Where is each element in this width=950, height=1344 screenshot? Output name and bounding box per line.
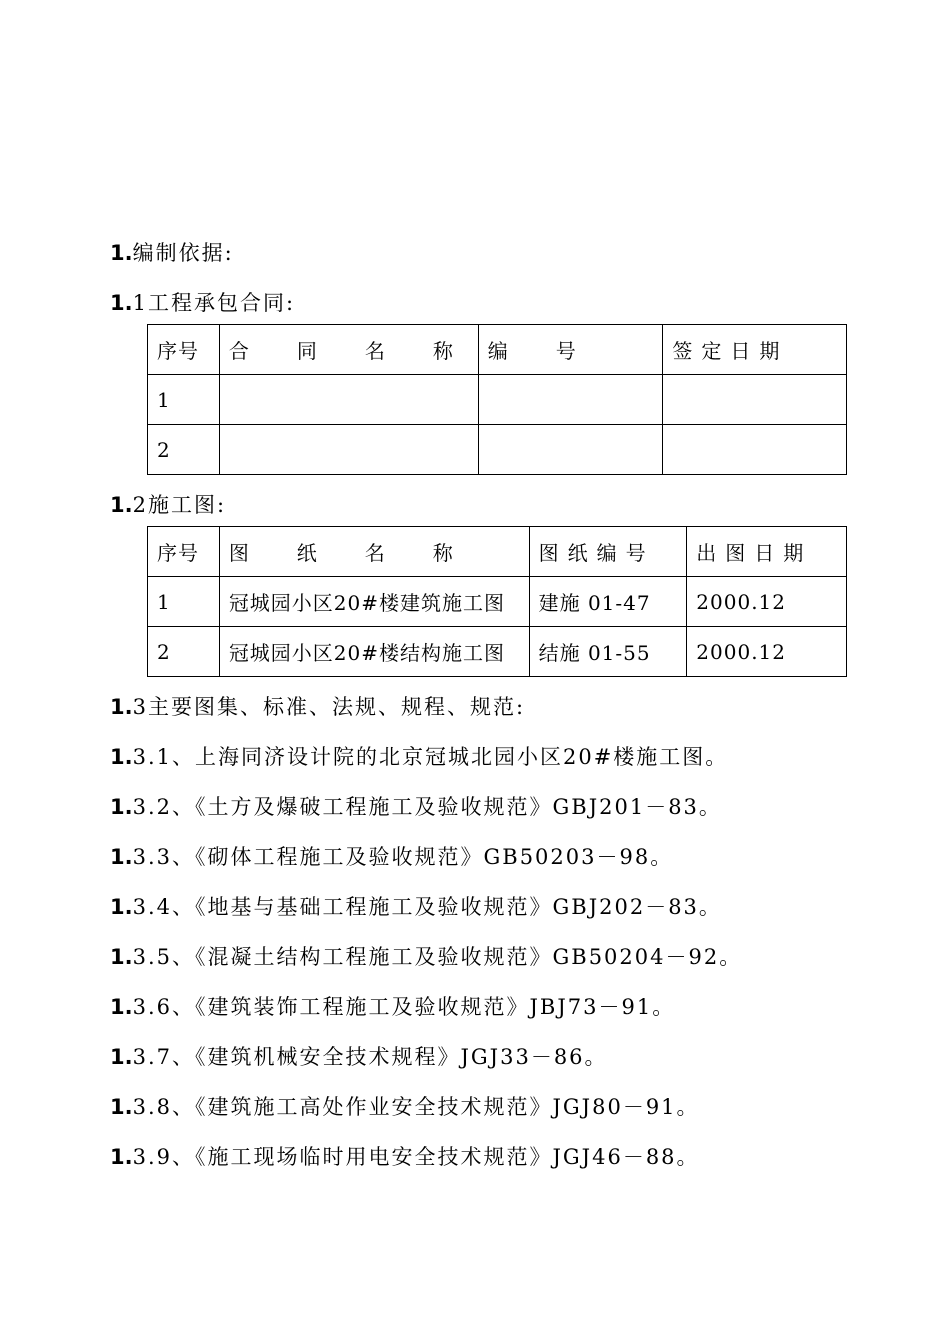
table-cell: 2 (148, 627, 220, 677)
item-text: 3.5、《混凝土结构工程施工及验收规范》GB50204－92。 (132, 945, 743, 969)
section-heading-1 (110, 240, 234, 266)
item-number: 1. (110, 895, 133, 919)
item-number: 1. (110, 1095, 133, 1119)
header-cell: 编 号 (478, 325, 663, 375)
table-cell: 1 (148, 375, 220, 425)
section-text: 1工程承包合同: (132, 291, 296, 315)
header-cell: 图纸编号 (529, 527, 687, 577)
table-cell: 1 (148, 577, 220, 627)
table-cell: 2 (148, 425, 220, 475)
table-row (148, 375, 847, 425)
list-item (110, 844, 673, 870)
table-row (148, 627, 847, 677)
drawing-table (147, 526, 847, 677)
section-heading-1-2 (110, 492, 226, 518)
table-cell (219, 375, 478, 425)
item-number: 1. (110, 1045, 133, 1069)
table-cell: 冠城园小区20#楼建筑施工图 (219, 577, 529, 627)
table-cell: 2000.12 (687, 627, 847, 677)
item-text: 3.6、《建筑装饰工程施工及验收规范》JBJ73－91。 (132, 995, 676, 1019)
table-cell (663, 375, 847, 425)
table-row (148, 425, 847, 475)
item-number: 1. (110, 845, 133, 869)
table-cell: 建施 01-47 (529, 577, 687, 627)
section-text: 2施工图: (132, 493, 227, 517)
table-cell (663, 425, 847, 475)
section-number: 1. (110, 291, 133, 315)
item-number: 1. (110, 995, 133, 1019)
section-number: 1. (110, 695, 133, 719)
item-text: 3.8、《建筑施工高处作业安全技术规范》JGJ80－91。 (132, 1095, 700, 1119)
item-number: 1. (110, 945, 133, 969)
list-item (110, 1044, 608, 1070)
section-number: 1. (110, 241, 133, 265)
table-cell: 冠城园小区20#楼结构施工图 (219, 627, 529, 677)
table-row (148, 577, 847, 627)
header-cell: 出图日期 (687, 527, 847, 577)
contract-table (147, 324, 847, 475)
item-text: 3.4、《地基与基础工程施工及验收规范》GBJ202－83。 (132, 895, 722, 919)
section-heading-1-3 (110, 694, 525, 720)
list-item (110, 894, 722, 920)
table-header-row (148, 527, 847, 577)
table-cell (478, 375, 663, 425)
table-cell (219, 425, 478, 475)
item-number: 1. (110, 745, 133, 769)
item-text: 3.2、《土方及爆破工程施工及验收规范》GBJ201－83。 (132, 795, 722, 819)
table-cell: 2000.12 (687, 577, 847, 627)
header-cell: 序号 (148, 325, 220, 375)
list-item (110, 794, 722, 820)
item-text: 3.9、《施工现场临时用电安全技术规范》JGJ46－88。 (132, 1145, 700, 1169)
list-item (110, 1094, 700, 1120)
item-text: 3.7、《建筑机械安全技术规程》JGJ33－86。 (132, 1045, 608, 1069)
header-cell: 图 纸 名 称 (219, 527, 529, 577)
section-heading-1-1 (110, 290, 295, 316)
item-text: 3.1、上海同济设计院的北京冠城北园小区20#楼施工图。 (132, 745, 729, 769)
table-header-row (148, 325, 847, 375)
table-cell: 结施 01-55 (529, 627, 687, 677)
item-number: 1. (110, 795, 133, 819)
list-item (110, 1144, 700, 1170)
section-text: 3主要图集、标准、法规、规程、规范: (132, 695, 526, 719)
header-cell: 合 同 名 称 (219, 325, 478, 375)
header-cell: 签定日期 (663, 325, 847, 375)
list-item (110, 944, 742, 970)
table-cell (478, 425, 663, 475)
section-number: 1. (110, 493, 133, 517)
header-cell: 序号 (148, 527, 220, 577)
section-text: 编制依据: (132, 241, 234, 265)
list-item (110, 744, 728, 770)
list-item (110, 994, 675, 1020)
item-text: 3.3、《砌体工程施工及验收规范》GB50203－98。 (132, 845, 674, 869)
item-number: 1. (110, 1145, 133, 1169)
